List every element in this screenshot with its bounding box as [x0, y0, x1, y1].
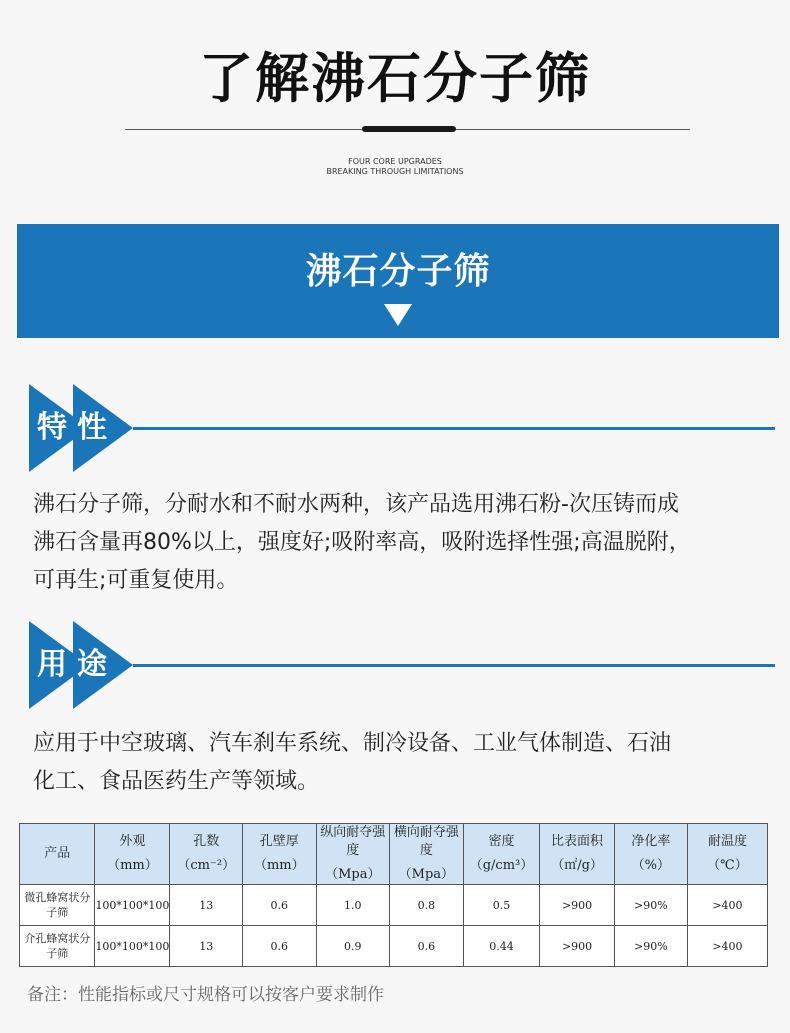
column-header: 孔壁厚 （mm） [243, 824, 316, 885]
section-rule [133, 427, 775, 430]
column-header: 密度 （g/cm³） [463, 824, 540, 885]
table-cell: 0.44 [463, 926, 540, 967]
table-cell: >90% [614, 926, 687, 967]
column-header: 纵向耐夺强度 （Mpa） [316, 824, 390, 885]
column-header: 产品 [20, 824, 95, 885]
section-title: 用途 [37, 647, 117, 682]
column-header: 比表面积 （㎡/g） [540, 824, 614, 885]
specs-table [19, 823, 768, 967]
table-header-row [20, 824, 768, 885]
features-text [33, 486, 773, 600]
table-cell: 0.6 [390, 926, 464, 967]
text-line: 化工、食品医药生产等领域。 [33, 769, 320, 794]
table-cell: >900 [540, 885, 614, 926]
table-cell: >900 [540, 926, 614, 967]
table-cell: >400 [687, 926, 767, 967]
title-divider-accent [362, 126, 456, 132]
page-title: 了解沸石分子筛 [199, 47, 591, 110]
uses-text [33, 725, 773, 801]
table-cell: 介孔蜂窝状分子筛 [20, 926, 95, 967]
text-line: 沸石含量再80%以上，强度好;吸附率高，吸附选择性强;高温脱附， [33, 530, 691, 555]
table-cell: 1.0 [316, 885, 390, 926]
table-cell: >90% [614, 885, 687, 926]
table-cell: 13 [170, 885, 243, 926]
subtitle-line-2: BREAKING THROUGH LIMITATIONS [326, 167, 464, 176]
text-line: 应用于中空玻璃、汽车刹车系统、制冷设备、工业气体制造、石油 [33, 731, 672, 756]
footnote: 备注：性能指标或尺寸规格可以按客户要求制作 [27, 985, 384, 1005]
banner-title: 沸石分子筛 [305, 251, 491, 292]
table-row [20, 926, 768, 967]
column-header: 外观 （mm） [95, 824, 170, 885]
table-cell: 微孔蜂窝状分子筛 [20, 885, 95, 926]
table-cell: 100*100*100 [95, 926, 170, 967]
table-cell: 0.8 [390, 885, 464, 926]
table-cell: >400 [687, 885, 767, 926]
text-line: 可再生;可重复使用。 [33, 568, 239, 593]
subtitle-line-1: FOUR CORE UPGRADES [348, 157, 442, 166]
table-cell: 13 [170, 926, 243, 967]
section-header-features [29, 384, 779, 472]
column-header: 横向耐夺强度 （Mpa） [390, 824, 464, 885]
text-line: 沸石分子筛，分耐水和不耐水两种，该产品选用沸石粉-次压铸而成 [33, 492, 679, 517]
column-header: 耐温度 （℃） [687, 824, 767, 885]
product-banner [17, 224, 779, 338]
column-header: 净化率 （%） [614, 824, 687, 885]
section-title: 特性 [37, 410, 117, 445]
down-arrow-icon [384, 304, 412, 326]
section-rule [133, 664, 775, 667]
table-cell: 100*100*100 [95, 885, 170, 926]
column-header: 孔数 （cm⁻²） [170, 824, 243, 885]
table-cell: 0.6 [243, 885, 316, 926]
table-cell: 0.9 [316, 926, 390, 967]
table-cell: 0.5 [463, 885, 540, 926]
section-header-uses [29, 621, 779, 709]
table-cell: 0.6 [243, 926, 316, 967]
table-row [20, 885, 768, 926]
